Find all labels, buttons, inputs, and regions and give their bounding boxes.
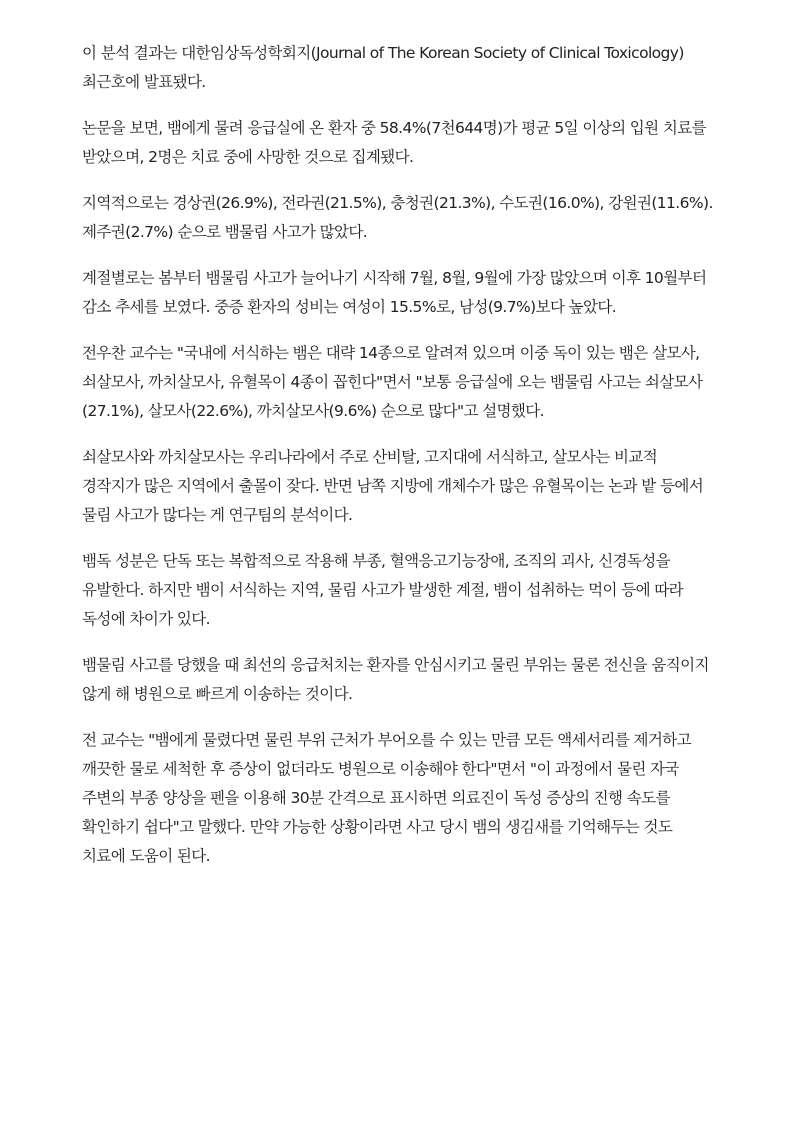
paragraph-regional-stats: 지역적으로는 경상권(26.9%), 전라권(21.5%), 충청권(21.3%), 수도권(16.0%), 강원권(11.6%). 제주권(2.7%) 순으로 뱀물림 사고가 많았다. <box>82 194 713 241</box>
paragraph-journal-publication: 이 분석 결과는 대한임상독성학회지(Journal of The Korean Society of Clinical Toxicology) 최근호에 발표됐다. <box>82 44 684 91</box>
paragraph-seasonal-stats: 계절별로는 봄부터 뱀물림 사고가 늘어나기 시작해 7월, 8월, 9월에 가장 많았으며 이후 10월부터 감소 추세를 보였다. 중증 환자의 성비는 여성이 15.5%로, 남성(9.7%)보다 높았다. <box>82 269 707 316</box>
paragraph-first-aid: 뱀물림 사고를 당했을 때 최선의 응급처치는 환자를 안심시키고 물린 부위는 물론 전신을 움직이지 않게 해 병원으로 빠르게 이송하는 것이다. <box>82 656 709 703</box>
paragraph-habitat: 쇠살모사와 까치살모사는 우리나라에서 주로 산비탈, 고지대에 서식하고, 살모사는 비교적 경작지가 많은 지역에서 출몰이 잦다. 반면 남쪽 지방에 개체수가 많은 유혈목이는 논과 밭 등에서 물림 사고가 많다는 게 연구팀의 분석이다. <box>82 448 704 524</box>
paragraph-hospitalization-stats: 논문을 보면, 뱀에게 물려 응급실에 온 환자 중 58.4%(7천644명)가 평균 5일 이상의 입원 치료를 받았으며, 2명은 치료 중에 사망한 것으로 집계됐다. <box>82 119 706 166</box>
article-body <box>82 39 714 888</box>
paragraph-venomous-species: 전우찬 교수는 "국내에 서식하는 뱀은 대략 14종으로 알려져 있으며 이중 독이 있는 뱀은 살모사, 쇠살모사, 까치살모사, 유혈목이 4종이 꼽힌다"면서 "보통 응급실에 오는 뱀물림 사고는 쇠살모사(27.1%), 살모사(22.6%), 까치살모사(9.6%) 순으로 많다"고 설명했다. <box>82 344 703 420</box>
paragraph-professor-advice: 전 교수는 "뱀에게 물렸다면 물린 부위 근처가 부어오를 수 있는 만큼 모든 액세서리를 제거하고 깨끗한 물로 세척한 후 증상이 없더라도 병원으로 이송해야 한다"면서 "이 과정에서 물린 자국 주변의 부종 양상을 펜을 이용해 30분 간격으로 표시하면 의료진이 독성 증상의 진행 속도를 확인하기 쉽다"고 말했다. 만약 가능한 상황이라면 사고 당시 뱀의 생김새를 기억해두는 것도 치료에 도움이 된다. <box>82 731 691 865</box>
paragraph-venom-effects: 뱀독 성분은 단독 또는 복합적으로 작용해 부종, 혈액응고기능장애, 조직의 괴사, 신경독성을 유발한다. 하지만 뱀이 서식하는 지역, 물림 사고가 발생한 계절, 뱀이 섭취하는 먹이 등에 따라 독성에 차이가 있다. <box>82 552 684 628</box>
